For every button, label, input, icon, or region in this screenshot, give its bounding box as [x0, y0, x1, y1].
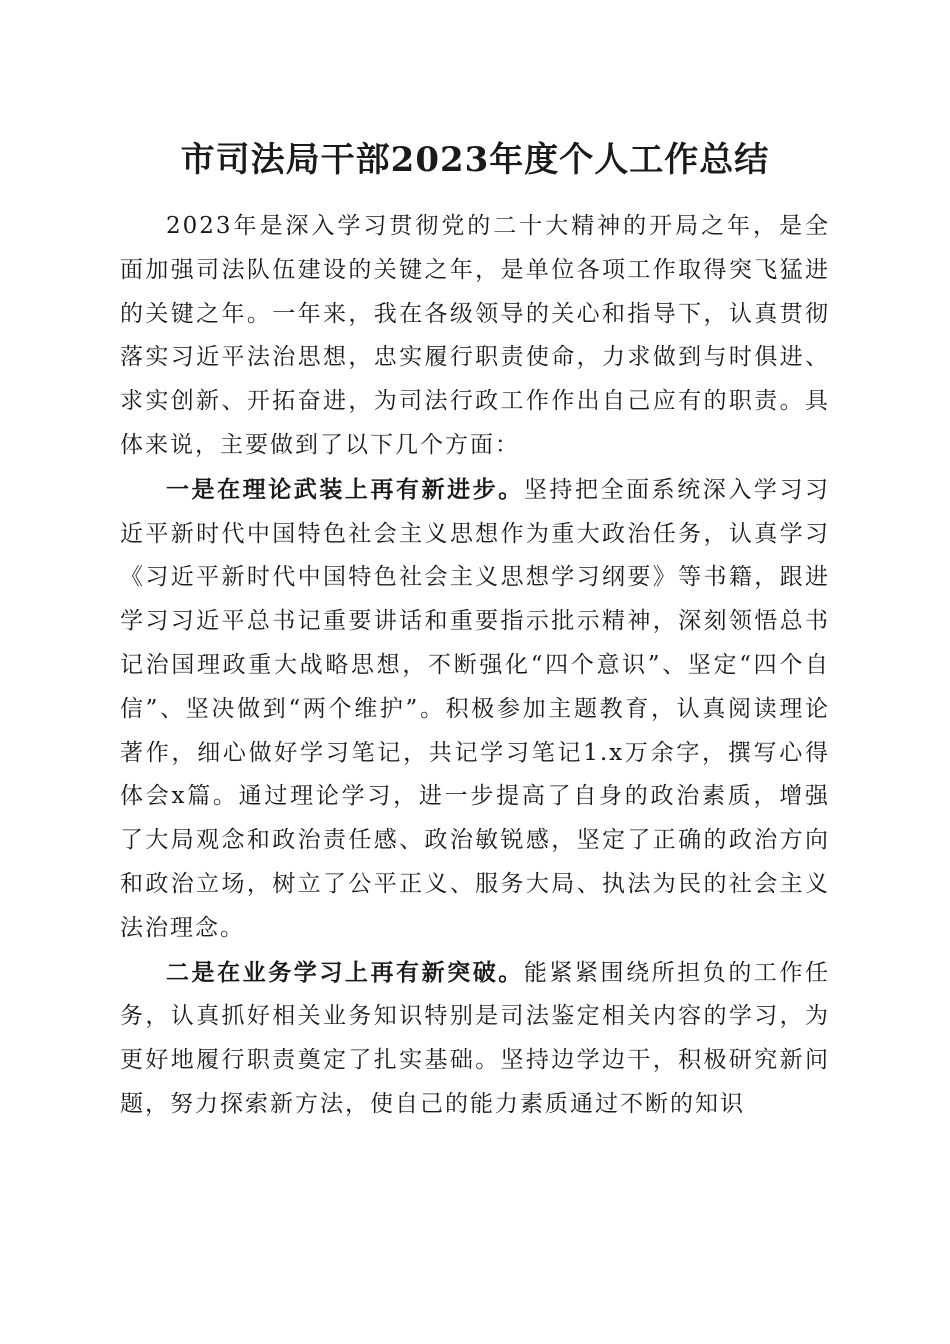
document-title: 市司法局干部2023年度个人工作总结: [180, 140, 770, 180]
paragraph-lead: 一是在理论武装上再有新进步。: [166, 475, 524, 503]
paragraph-text: 能紧紧围绕所担负的工作任务，认真抓好相关业务知识特别是司法鉴定相关内容的学习，为更好地履行职责奠定了扎实基础。坚持边学边干，积极研究新问题，努力探索新方法，使自己的能力素质通过不断的知识: [120, 959, 831, 1117]
paragraph-business: [120, 951, 830, 1127]
document-body: [120, 204, 830, 1127]
paragraph-theory: [120, 468, 830, 951]
paragraph-text: 坚持把全面系统深入学习习近平新时代中国特色社会主义思想作为重大政治任务，认真学习《习近平新时代中国特色社会主义思想学习纲要》等书籍，跟进学习习近平总书记重要讲话和重要指示批示精神，深刻领悟总书记治国理政重大战略思想，不断强化“四个意识”、坚定“四个自信”、坚决做到“两个维护”。积极参加主题教育，认真阅读理论著作，细心做好学习笔记，共记学习笔记1.x万余字，撰写心得体会x篇。通过理论学习，进一步提高了自身的政治素质，增强了大局观念和政治责任感、政治敏锐感，坚定了正确的政治方向和政治立场，树立了公平正义、服务大局、执法为民的社会主义法治理念。: [120, 476, 831, 941]
paragraph-text: 2023年是深入学习贯彻党的二十大精神的开局之年，是全面加强司法队伍建设的关键之年，是单位各项工作取得突飞猛进的关键之年。一年来，我在各级领导的关心和指导下，认真贯彻落实习近平法治思想，忠实履行职责使命，力求做到与时俱进、求实创新、开拓奋进，为司法行政工作作出自己应有的职责。具体来说，主要做到了以下几个方面：: [120, 213, 830, 458]
paragraph-lead: 二是在业务学习上再有新突破。: [166, 958, 524, 986]
paragraph-intro: [120, 204, 830, 468]
